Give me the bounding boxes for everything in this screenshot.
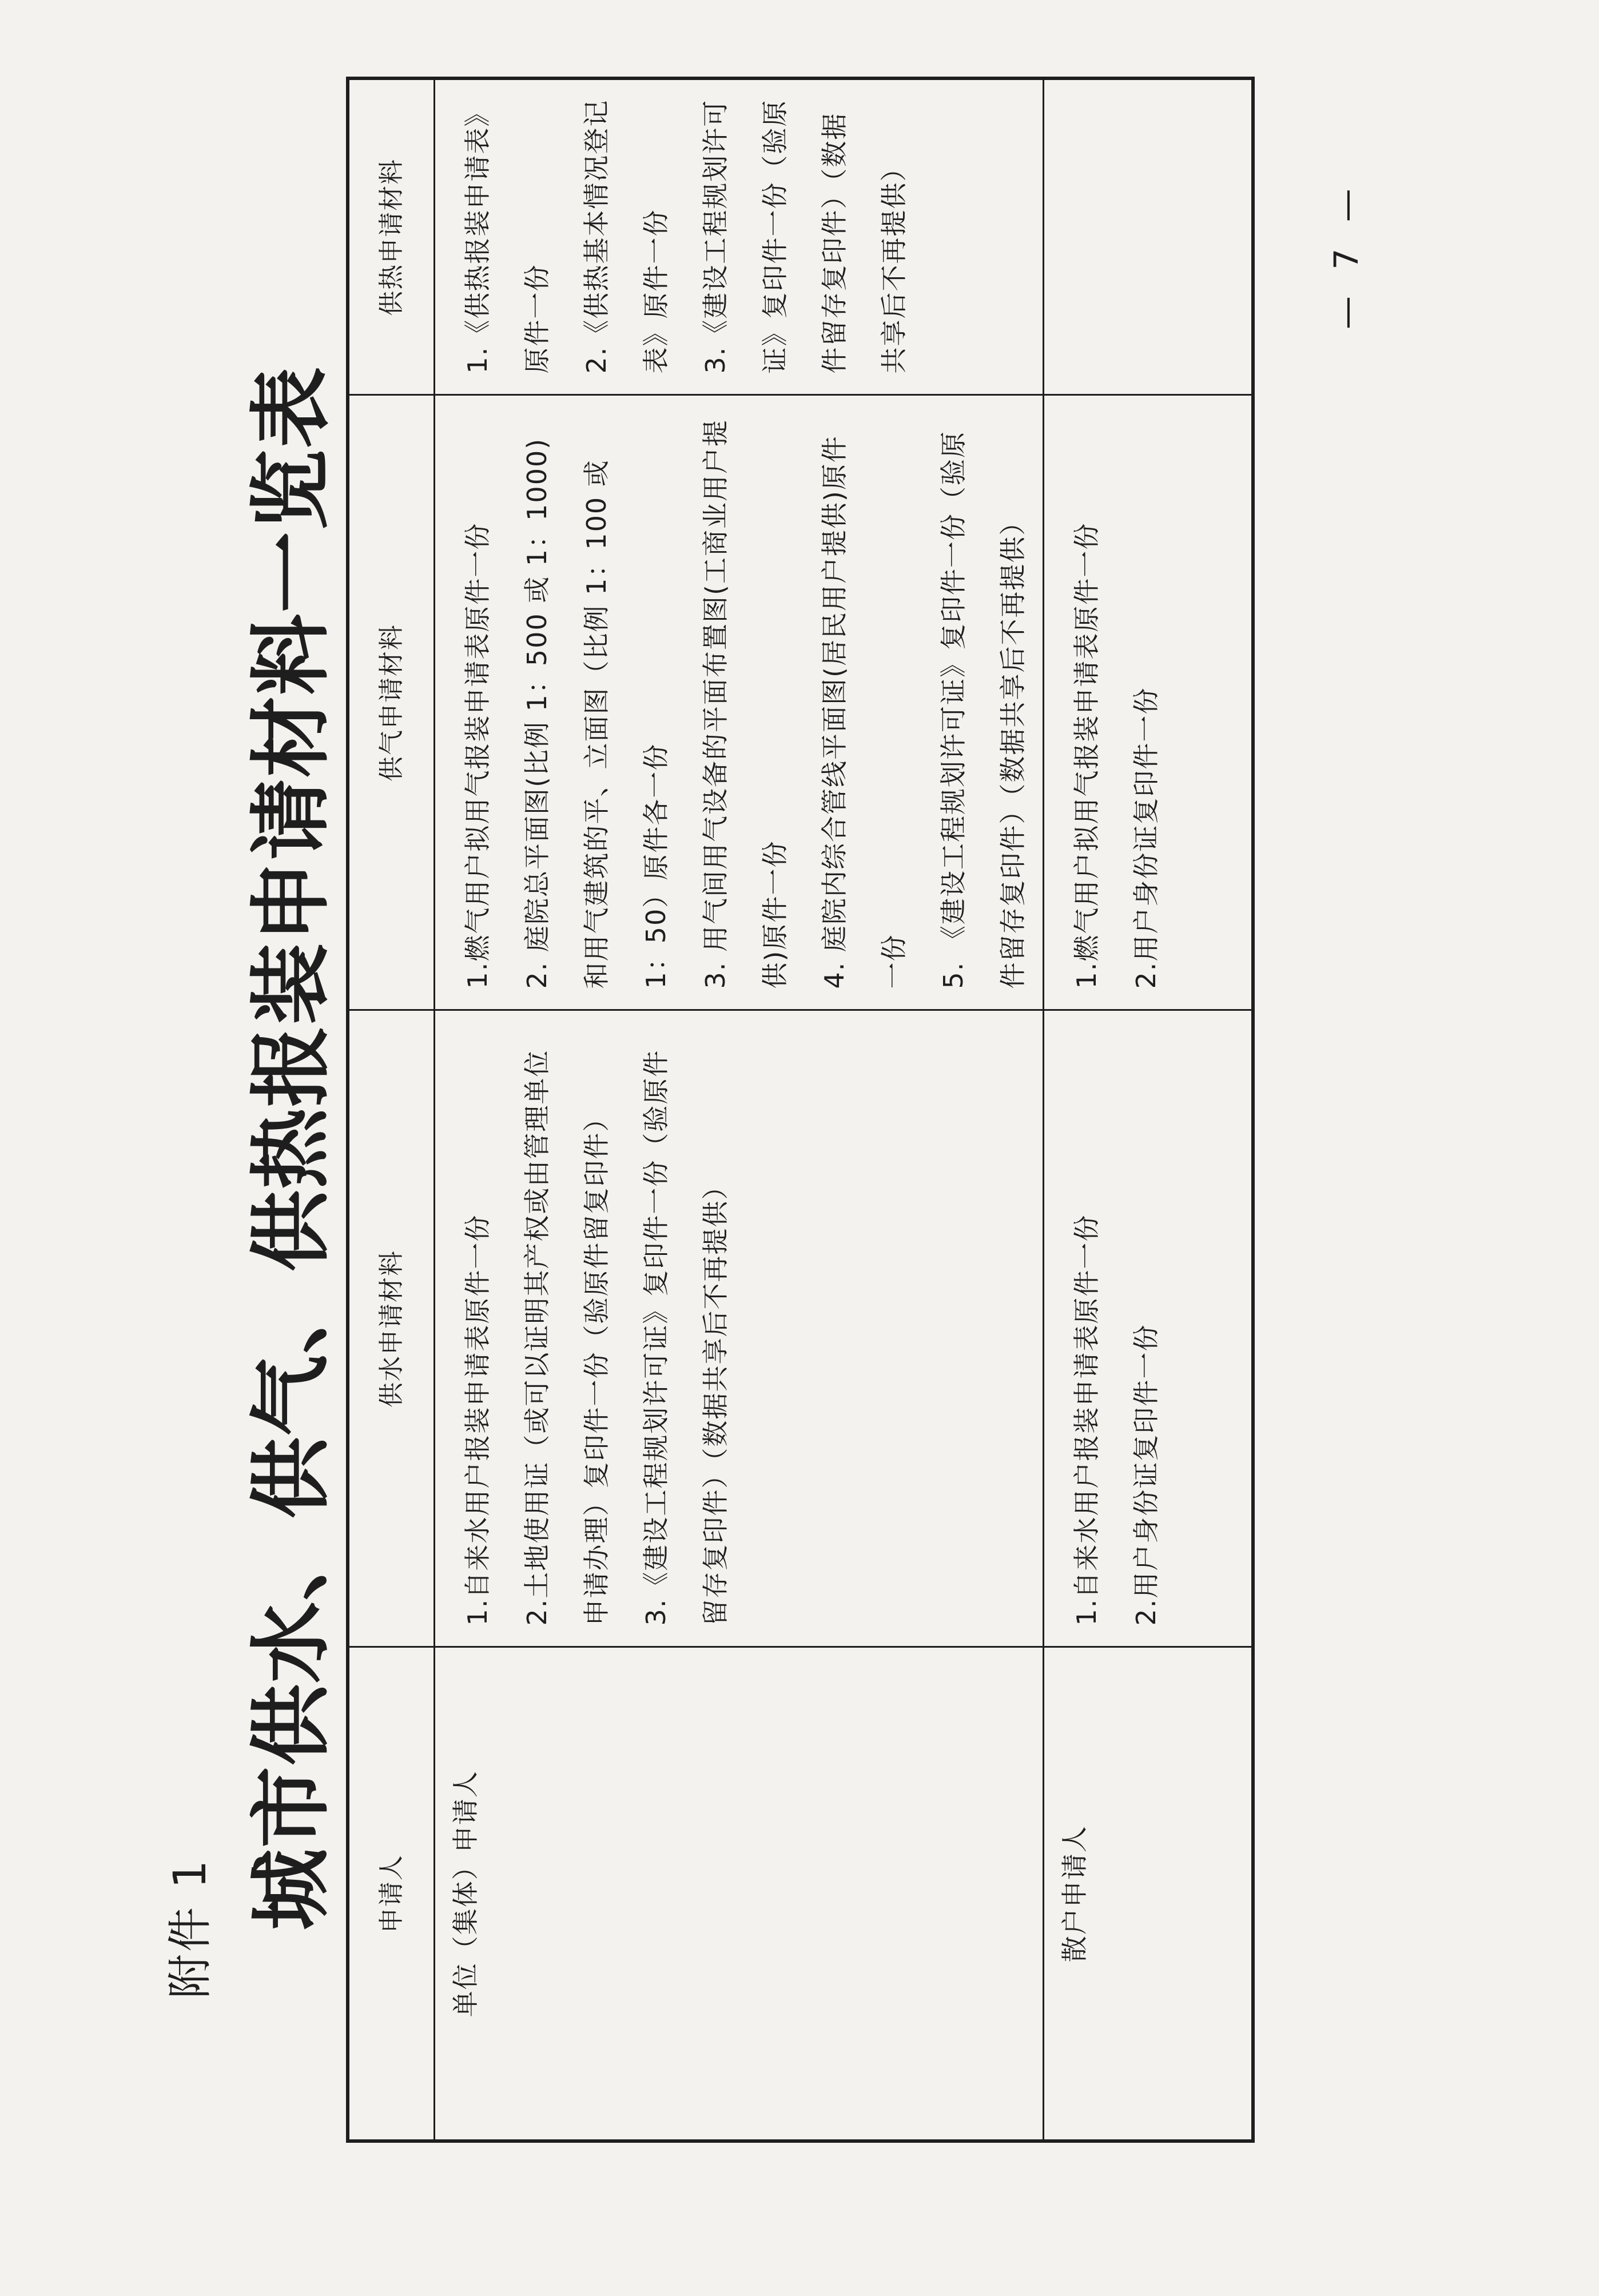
table-header-row [348,78,435,2141]
list-item: 5. 《建设工程规划许可证》复印件一份（验原件留存复印件）（数据共享后不再提供） [938,430,1028,989]
list-item: 1.自来水用户报装申请表原件一份 [1071,1214,1102,1626]
water-materials-cell [1044,1010,1254,1647]
list-item: 2.土地使用证（或可以证明其产权或由管理单位申请办理）复印件一份（验原件留复印件） [522,1049,612,1626]
list-item: 1.《供热报装申请表》原件一份 [462,99,552,374]
applicant-cell: 单位（集体）申请人 [435,1647,1044,2141]
list-item: 1.燃气用户拟用气报装申请表原件一份 [462,522,493,989]
heat-materials-cell [435,78,1044,395]
list-item: 2. 庭院总平面图(比例 1：500 或 1：1000)和用气建筑的平、立面图（比例 1：100 或 1：50）原件各一份 [522,437,671,989]
list-item: 3.《建设工程规划许可证》复印件一份（验原件留存复印件）（数据共享后不再提供） [641,1049,731,1626]
gas-materials-cell [435,395,1044,1010]
header-water: 供水申请材料 [348,1010,435,1647]
list-item: 2.《供热基本情况登记表》原件一份 [581,99,671,374]
header-gas: 供气申请材料 [348,395,435,1010]
annex-label: 附件 1 [165,1857,216,1999]
gas-materials-cell [1044,395,1254,1010]
header-applicant: 申请人 [348,1647,435,2141]
heat-materials-cell [1044,78,1254,395]
document-title: 城市供水、供气、供热报装申请材料一览表 [244,366,339,1930]
materials-table [346,77,1255,2143]
list-item: 3.《建设工程规划许可证》复印件一份（验原件留存复印件）（数据共享后不再提供） [700,99,909,374]
list-item: 4. 庭院内综合管线平面图(居民用户提供)原件一份 [819,435,909,989]
list-item: 2.用户身份证复印件一份 [1131,687,1162,989]
header-heat: 供热申请材料 [348,78,435,395]
table-row [1044,78,1254,2141]
table-row [435,78,1044,2141]
page-number: — 7 — [1327,181,1366,329]
applicant-cell: 散户申请人 [1044,1647,1254,2141]
list-item: 3. 用气间用气设备的平面布置图(工商业用户提供)原件一份 [700,419,790,989]
list-item: 1.燃气用户拟用气报装申请表原件一份 [1071,522,1102,989]
water-materials-cell [435,1010,1044,1647]
list-item: 1.自来水用户报装申请表原件一份 [462,1214,493,1626]
list-item: 2.用户身份证复印件一份 [1131,1324,1162,1626]
